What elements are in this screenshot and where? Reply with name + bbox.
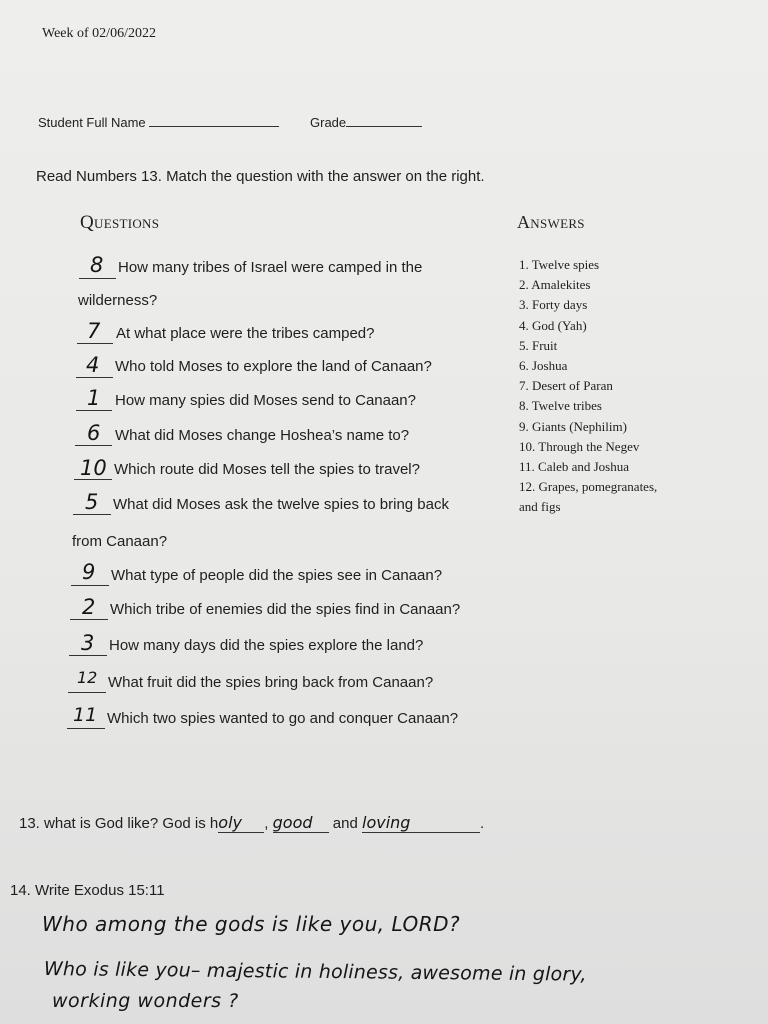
question-text: How many spies did Moses send to Canaan? xyxy=(115,392,416,409)
answers-heading: Answers xyxy=(517,212,585,232)
handwritten-answer: 10 xyxy=(80,456,107,480)
answer-item: 9. Giants (Nephilim) xyxy=(519,418,627,434)
question-13-comma: , xyxy=(264,815,269,832)
question-13-answer-1[interactable]: oly xyxy=(218,813,264,833)
question-text-continued: wilderness? xyxy=(78,292,158,309)
answer-item: 11. Caleb and Joshua xyxy=(519,459,629,475)
handwritten-answer: 11 xyxy=(73,704,98,726)
question-13-period: . xyxy=(480,815,485,832)
question-text: Which two spies wanted to go and conquer Canaan? xyxy=(107,710,459,727)
student-name-label: Student Full Name xyxy=(38,115,146,130)
handwritten-answer: 8 xyxy=(90,253,104,277)
answers-list xyxy=(519,255,657,518)
question-text: At what place were the tribes camped? xyxy=(116,325,375,342)
question-text: What type of people did the spies see in Canaan? xyxy=(111,567,443,584)
student-name-field[interactable] xyxy=(38,115,279,130)
student-name-blank[interactable] xyxy=(149,126,279,127)
handwritten-answer: 7 xyxy=(87,319,101,343)
answer-item: 7. Desert of Paran xyxy=(519,378,613,394)
handwritten-verse-line-2: Who is like you– majestic in holiness, awesome in glory, xyxy=(43,958,587,986)
week-label: Week of 02/06/2022 xyxy=(42,26,156,41)
answer-blank[interactable] xyxy=(68,691,106,693)
answer-item: 2. Amalekites xyxy=(519,277,591,293)
question-text: What fruit did the spies bring back from Canaan? xyxy=(108,674,434,691)
question-13-prompt: 13. what is God like? God is h xyxy=(19,815,219,832)
handwritten-answer: 4 xyxy=(86,353,100,377)
handwritten-answer: 6 xyxy=(87,421,101,445)
question-13-answer-2[interactable]: good xyxy=(273,813,329,833)
question-text: Who told Moses to explore the land of Canaan? xyxy=(115,358,432,375)
grade-blank[interactable] xyxy=(346,126,422,127)
grade-field[interactable] xyxy=(310,115,422,130)
handwritten-answer: 1 xyxy=(87,386,101,410)
question-text: What did Moses ask the twelve spies to bring back xyxy=(113,496,449,513)
answer-item: 3. Forty days xyxy=(519,297,588,313)
handwritten-verse-line-1: Who among the gods is like you, LORD? xyxy=(42,912,461,936)
answer-item: 4. God (Yah) xyxy=(519,317,587,333)
answer-item: 6. Joshua xyxy=(519,358,568,374)
question-14-prompt: 14. Write Exodus 15:11 xyxy=(10,882,165,899)
question-text: How many days did the spies explore the land? xyxy=(109,637,424,654)
question-text: Which route did Moses tell the spies to travel? xyxy=(114,461,420,478)
answer-blank[interactable] xyxy=(79,277,116,279)
question-text-continued: from Canaan? xyxy=(72,533,168,550)
handwritten-answer: 2 xyxy=(82,595,96,619)
handwritten-answer: 5 xyxy=(85,490,99,514)
question-text: What did Moses change Hoshea’s name to? xyxy=(115,427,410,444)
question-13-answer-3[interactable]: loving xyxy=(362,813,480,833)
answer-item: 1. Twelve spies xyxy=(519,257,600,272)
answer-item: and figs xyxy=(519,499,561,515)
answer-blank[interactable] xyxy=(71,584,109,586)
question-text: Which tribe of enemies did the spies find in Canaan? xyxy=(110,601,461,618)
handwritten-answer: 3 xyxy=(81,631,95,655)
handwritten-verse-line-3: working wonders ? xyxy=(52,990,239,1012)
handwritten-answer: 9 xyxy=(82,560,96,584)
answer-blank[interactable] xyxy=(67,727,105,729)
question-13 xyxy=(19,813,484,833)
answer-item: 10. Through the Negev xyxy=(519,438,640,454)
answer-item: 5. Fruit xyxy=(519,337,558,353)
question-13-and: and xyxy=(332,815,358,832)
questions-heading: Questions xyxy=(80,212,160,233)
answer-item: 8. Twelve tribes xyxy=(519,398,602,414)
grade-label: Grade xyxy=(310,115,347,130)
instructions: Read Numbers 13. Match the question with the answer on the right. xyxy=(36,168,485,185)
question-text: How many tribes of Israel were camped in the xyxy=(118,259,423,276)
answer-item: 12. Grapes, pomegranates, xyxy=(519,479,658,495)
handwritten-answer: 12 xyxy=(77,668,98,687)
